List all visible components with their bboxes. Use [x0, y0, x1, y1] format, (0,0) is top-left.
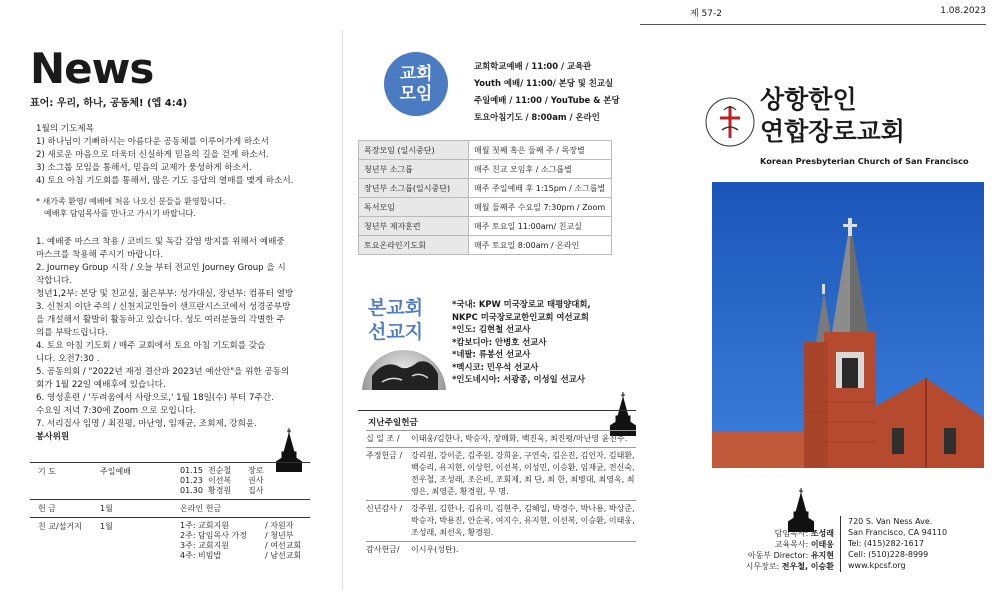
news-item: 7. 서리집사 임명 / 최진평, 마난영, 임재균, 조회제, 강희윤. [36, 419, 257, 429]
news-item: 을 개설해서 활발히 활동하고 있습니다. 성도 여러분들의 각별한 주 [36, 315, 285, 325]
meeting-time: 매주 토요일 11:00am/ 친교실 [469, 217, 612, 236]
news-items [36, 236, 306, 444]
offering-kind: 신년감사 / [366, 504, 403, 513]
duty-when: 1월 [100, 504, 113, 513]
offering-names: 강리원, 강이준, 김주원, 강희윤, 구연숙, 김은진, 김인자, 김태환, 백승리, 유지현, 이상헌, 이선복, 이성민, 이승환, 임재균, 전신숙, 전우철, 조성래, 조은비, 조회제, 최 단, 최 한, 최병대, 최영옥, 최영은, 최영준, 황경원, 무 명. [411, 451, 635, 496]
staff-name: 이태웅 [810, 540, 834, 549]
meeting-row [359, 217, 612, 236]
offering-rule [358, 410, 636, 411]
duty-row [30, 500, 310, 518]
mission-item: *국내: KPW 미국장로교 태평양대회, [452, 299, 591, 309]
meeting-name: 독서모임 [359, 198, 469, 217]
church-name-english: Korean Presbyterian Church of San Francisco [760, 156, 969, 166]
duty-detail [180, 466, 310, 496]
badge-line: 모임 [399, 84, 433, 104]
welcome-line: * 새가족 환영/ 예배에 처음 나오신 분들을 환영합니다. [36, 197, 226, 206]
contact-phone: Tel: (415)282-1617 [848, 539, 924, 548]
duty-row [30, 518, 310, 564]
meeting-name: 목장모임 (일시중단) [359, 141, 469, 160]
duty-pair: 4주: 비빔밥 [180, 551, 222, 560]
offering-kind: 십 일 조 / [366, 434, 400, 443]
news-item: 3. 신천지 이단 주의 / 신천지교인들이 샌프란시스코에서 성경공부방 [36, 302, 291, 312]
staff-row [700, 550, 834, 561]
staff-row [700, 561, 834, 572]
duty-label: 친 교/설거지 [38, 522, 82, 531]
meeting-row [359, 179, 612, 198]
duty-pair: / 남선교회 [265, 551, 302, 560]
issue-number: 제 57-2 [690, 9, 722, 19]
duty-when: 주일예배 [100, 467, 131, 476]
meeting-row [359, 141, 612, 160]
duty-when: 1월 [100, 522, 113, 531]
meeting-name: 청년부 제자훈련 [359, 217, 469, 236]
duty-pair: / 청년부 [265, 531, 294, 540]
worship-schedule [474, 58, 620, 126]
offering-kind: 감사헌금/ [366, 545, 400, 554]
offering-row [366, 447, 636, 500]
prayer-title: 1월의 기도제목 [36, 124, 95, 134]
staff-role: 교육목사: [774, 540, 809, 549]
prayer-section [36, 123, 306, 188]
duty-pair: / 여선교회 [265, 541, 302, 550]
mission-item: *인도: 김현철 선교사 [452, 324, 531, 334]
worship-item: 교회학교예배 / 11:00 / 교육관 [474, 61, 592, 71]
duty-role: 집사 [248, 486, 264, 495]
duty-pair: 3주: 교회지원 [180, 541, 229, 550]
offering-names: 이시우(성탄). [411, 545, 459, 554]
news-item: 마스크를 착용해 주시기 바랍니다. [36, 250, 164, 260]
steeple-icon [788, 488, 814, 532]
offering-table [366, 430, 636, 558]
church-name-korean [760, 84, 905, 148]
church-building-photo [712, 182, 984, 468]
staff-role: 담임목사: [774, 529, 809, 538]
offering-names: 이태웅/김한나, 박승자, 장매화, 백진욱, 최진평/마난영 윤진주. [411, 434, 628, 443]
header-rule [640, 24, 986, 25]
motto: 표어: 우리, 하나, 공동체! (엡 4:4) [30, 98, 188, 109]
duty-name: 이선복 [208, 476, 232, 485]
offering-row [366, 541, 636, 558]
offering-names: 강주원, 김한나, 김유미, 김현주, 김혜일, 박경수, 박나용, 박상준, 박승자, 박용진, 안순록, 여지수, 유지현, 이선복, 이승환, 이태웅, 조성래, 최선옥, 황경원. [411, 504, 635, 537]
duty-role: 장로 [248, 466, 264, 475]
staff-row [700, 528, 834, 539]
meeting-time: 매주 토요일 8:00am / 온라인 [469, 236, 612, 255]
badge-line: 교회 [399, 64, 433, 84]
duty-detail: 온라인 헌금 [180, 504, 222, 513]
meeting-name: 토요온라인기도회 [359, 236, 469, 255]
contact-address: 720 S. Van Ness Ave. [848, 517, 933, 526]
welcome-note [36, 196, 306, 220]
news-item: 의를 부탁드립니다. [36, 328, 108, 338]
news-item: 회가 1월 22일 예배후에 있습니다. [36, 380, 166, 390]
meeting-time: 매월 둘째주 수요일 7:30pm / Zoom [469, 198, 612, 217]
meeting-badge [384, 52, 448, 116]
contact-city: San Francisco, CA 94110 [848, 528, 948, 537]
duty-label: 헌 금 [38, 504, 56, 513]
prayer-item: 3) 소그룹 모임을 통해서, 믿음의 교제가 풍성하게 하소서. [36, 163, 253, 173]
news-title: News [30, 44, 154, 93]
meeting-row [359, 236, 612, 255]
church-name-line: 연합장로교회 [760, 117, 905, 146]
column-divider [342, 30, 343, 590]
church-name-line: 상항한인 [760, 85, 857, 114]
prayer-item: 1) 하나님이 기뻐하시는 아름다운 공동체를 이루어가게 하소서 [36, 137, 269, 147]
duty-date: 01.15 [180, 466, 203, 475]
news-item: 작합니다. [36, 276, 72, 286]
meeting-row [359, 198, 612, 217]
duty-row [30, 463, 310, 500]
presbyterian-seal-icon [704, 96, 756, 148]
mission-item: *멕시코: 민우석 선교사 [452, 361, 539, 372]
worship-item: 주일예배 / 11:00 / YouTube & 본당 [474, 95, 620, 105]
duty-role: 권사 [248, 476, 264, 485]
meeting-time: 매월 첫째 혹은 둘째 주 / 목장별 [469, 141, 612, 160]
mission-list [452, 298, 591, 386]
news-item: 6. 영성훈련 / '두려움에서 사랑으로,' 1월 18일(수) 부터 7주간. [36, 393, 274, 403]
news-item: 2. Journey Group 시작 / 오늘 부터 전교인 Journey Group 을 시 [36, 263, 286, 273]
worship-item: 토요아침기도 / 8:00am / 온라인 [474, 112, 600, 122]
worship-item: Youth 예배/ 11:00/ 본당 및 친교실 [474, 78, 614, 88]
church-contact [848, 516, 947, 571]
offering-kind: 주정헌금 / [366, 451, 403, 460]
duty-pair: / 자원자 [265, 521, 294, 530]
staff-row [700, 539, 834, 550]
mission-item: NKPC 미국장로교한인교회 여선교회 [452, 311, 589, 322]
duty-name: 전순철 [208, 466, 232, 475]
issue-date: 1.08.2023 [940, 6, 986, 16]
duty-name: 황경원 [208, 486, 232, 495]
staff-role: 시무장로: [745, 562, 780, 571]
meeting-name: 청년부 소그룹 [359, 160, 469, 179]
duty-detail [180, 521, 310, 561]
mission-title [368, 296, 423, 344]
staff-name: 조성래 [810, 529, 834, 538]
meeting-time: 매주 주일예배 후 1:15pm / 소그룹별 [469, 179, 612, 198]
contact-divider [840, 516, 841, 572]
mission-item: *캄보디아: 안병호 선교사 [452, 336, 547, 347]
contact-website[interactable]: www.kpcsf.org [848, 561, 906, 570]
church-staff [700, 528, 834, 572]
mission-item: *인도네시아: 서광종, 이성일 선교사 [452, 374, 585, 384]
duty-pair: 2주: 담임목사 가정 [180, 531, 247, 540]
news-item: 봉사위원 [36, 432, 70, 442]
prayer-item: 2) 새로운 마음으로 더욱더 신실하게 믿음의 길을 걷게 하소서. [36, 150, 269, 160]
welcome-line: 예배후 담임목사를 만나고 가시기 바랍니다. [44, 209, 196, 218]
duty-table [30, 462, 310, 564]
offering-row [366, 430, 636, 447]
meetings-table [358, 140, 612, 255]
staff-role: 아동부 Director: [747, 551, 809, 560]
offering-row [366, 500, 636, 541]
offering-title: 지난주일헌금 [368, 418, 418, 428]
mission-title-line: 선교지 [368, 321, 424, 343]
meeting-row [359, 160, 612, 179]
globe-icon [362, 346, 446, 390]
mission-item: *네팔: 류봉선 선교사 [452, 349, 531, 359]
prayer-item: 4) 토요 아침 기도회를 통해서, 많은 기도 응답의 열매를 맺게 하소서. [36, 176, 294, 186]
meeting-name: 장년부 소그룹(일시중단) [359, 179, 469, 198]
news-item: 수요일 저녁 7:30에 Zoom 으로 모입니다. [36, 406, 197, 416]
duty-label: 기 도 [38, 467, 56, 476]
news-item: 5. 공동의회 / "2022년 재정 결산과 2023년 예산안"을 위한 공동의 [36, 367, 290, 377]
news-item: 니다. 오전7:30 . [36, 354, 100, 364]
staff-name: 유지현 [810, 551, 834, 560]
staff-name: 전우철, 이승환 [781, 562, 834, 571]
contact-cell: Cell: (510)228-8999 [848, 550, 929, 559]
news-item: 청년1,2부: 본당 및 친교실, 젊은부부: 성가대실, 장년부: 컴퓨터 열방 [36, 289, 294, 299]
duty-date: 01.30 [180, 486, 203, 495]
duty-date: 01.23 [180, 476, 203, 485]
news-item: 1. 예배중 마스크 착용 / 코비드 및 독감 감염 방지를 위해서 예배중 [36, 237, 285, 247]
duty-pair: 1주: 교회지원 [180, 521, 229, 530]
news-item: 4. 토요 아침 기도회 / 매주 교회에서 토요 아침 기도회를 갖습 [36, 341, 266, 351]
mission-title-line: 본교회 [368, 297, 424, 319]
meeting-time: 매주 친교 모임후 / 소그룹별 [469, 160, 612, 179]
